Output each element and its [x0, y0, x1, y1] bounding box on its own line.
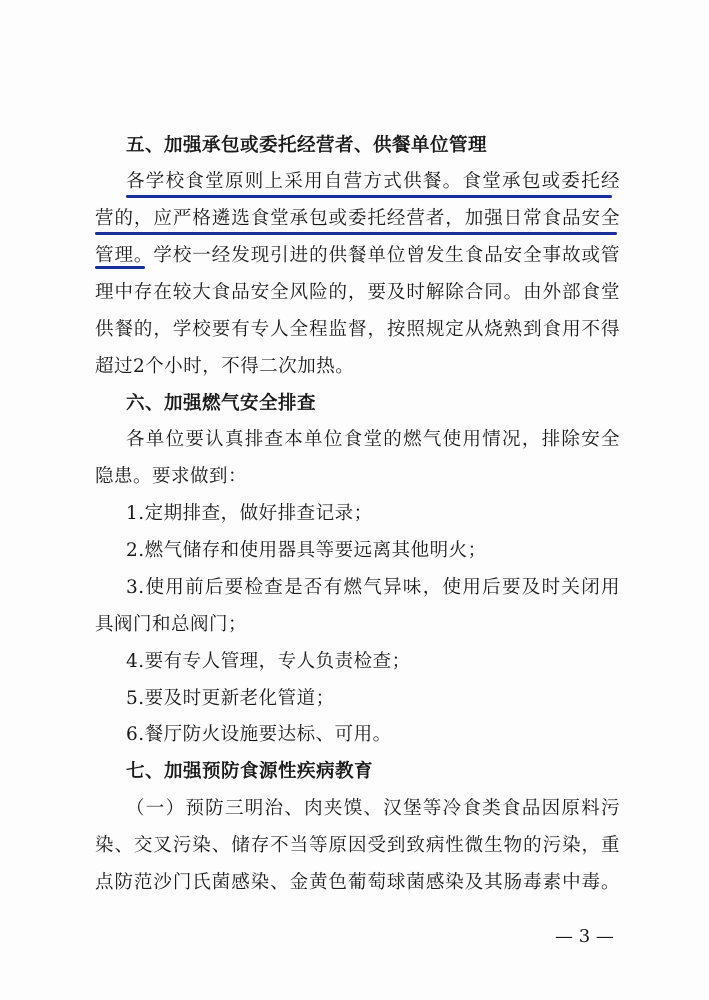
section7-line-1: （一）预防三明治、肉夹馍、汉堡等冷食类食品因原料污	[126, 798, 620, 819]
highlight-underline-2	[95, 232, 617, 235]
section5-line-4: 理中存在较大食品安全风险的，要及时解除合同。由外部食堂	[95, 282, 620, 303]
highlight-underline-1	[126, 195, 612, 198]
page-number: — 3 —	[555, 926, 614, 947]
section6-intro-line-2: 隐患。要求做到：	[95, 466, 248, 487]
section5-line-6: 超过2个小时，不得二次加热。	[95, 356, 355, 377]
section6-item-4: 4.要有专人管理，专人负责检查；	[126, 651, 411, 672]
section6-item-1: 1.定期排查，做好排查记录；	[126, 503, 373, 524]
section6-item-6: 6.餐厅防火设施要达标、可用。	[126, 724, 392, 745]
section7-line-2: 染、交叉污染、储存不当等原因受到致病性微生物的污染，重	[95, 835, 620, 856]
section6-item-3: 3.使用前后要检查是否有燃气异味，使用后要及时关闭用	[126, 577, 620, 598]
section5-heading: 五、加强承包或委托经营者、供餐单位管理	[126, 135, 488, 156]
section5-line-1: 各学校食堂原则上采用自营方式供餐。食堂承包或委托经	[126, 171, 620, 192]
highlight-underline-3	[95, 266, 145, 269]
section5-line-2: 营的，应严格遴选食堂承包或委托经营者，加强日常食品安全	[95, 208, 620, 229]
section6-item-5: 5.要及时更新老化管道；	[126, 688, 335, 709]
section7-heading: 七、加强预防食源性疾病教育	[126, 761, 374, 782]
section6-item-3-cont: 具阀门和总阀门；	[95, 614, 248, 635]
section5-line-5: 供餐的，学校要有专人全程监督，按照规定从烧熟到食用不得	[95, 319, 620, 340]
section6-heading: 六、加强燃气安全排查	[126, 393, 317, 414]
section5-line-3: 管理。学校一经发现引进的供餐单位曾发生食品安全事故或管	[95, 245, 620, 266]
section7-line-3: 点防范沙门氏菌感染、金黄色葡萄球菌感染及其肠毒素中毒。	[95, 872, 620, 893]
section6-intro-line-1: 各单位要认真排查本单位食堂的燃气使用情况，排除安全	[126, 429, 620, 450]
section6-item-2: 2.燃气储存和使用器具等要远离其他明火；	[126, 540, 487, 561]
